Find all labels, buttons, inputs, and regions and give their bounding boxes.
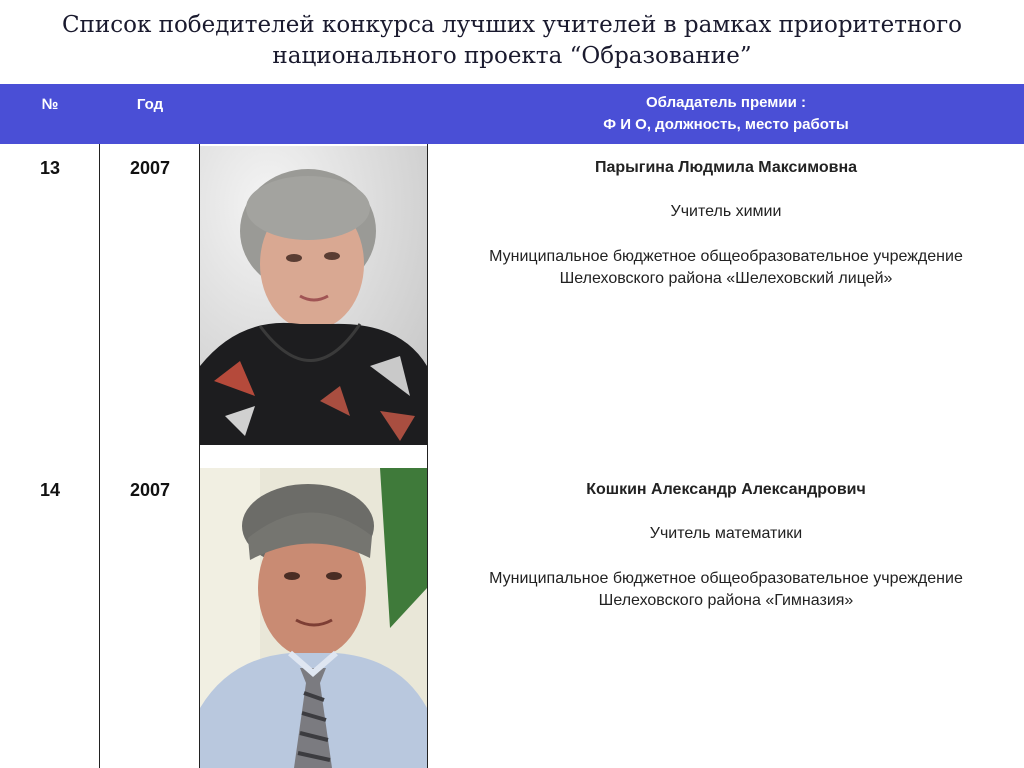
header-owner-line-2: Ф И О, должность, место работы [603, 116, 849, 133]
row-number: 13 [39, 158, 61, 178]
row-info [428, 157, 1024, 290]
winner-organization-line-1: Муниципальное бюджетное общеобразовательное учреждение [489, 570, 963, 587]
winner-name: Парыгина Людмила Максимовна [594, 159, 858, 176]
winner-organization [428, 568, 1024, 612]
table-header [0, 84, 1024, 144]
portrait-woman-photo [200, 146, 427, 445]
page-title-line-1: Список победителей конкурса лучших учителей в рамках приоритетного [61, 12, 963, 38]
winner-organization-line-2: Шелеховского района «Гимназия» [598, 592, 854, 609]
winner-organization [428, 246, 1024, 290]
row-year: 2007 [129, 480, 171, 500]
portrait-man-photo [200, 468, 427, 768]
header-owner-line-1: Обладатель премии : [646, 94, 806, 111]
winner-position: Учитель математики [649, 525, 803, 542]
header-number: № [41, 96, 59, 113]
column-divider [99, 144, 100, 768]
winner-position: Учитель химии [670, 203, 782, 220]
row-year: 2007 [129, 158, 171, 178]
header-year: Год [136, 96, 164, 113]
winner-organization-line-2: Шелеховского района «Шелеховский лицей» [559, 270, 893, 287]
header-owner [428, 84, 1024, 144]
winner-name: Кошкин Александр Александрович [586, 481, 866, 498]
page-title [0, 10, 1024, 72]
winner-organization-line-1: Муниципальное бюджетное общеобразовательное учреждение [489, 248, 963, 265]
row-number: 14 [39, 480, 61, 500]
page-title-line-2: национального проекта “Образование” [272, 43, 752, 69]
row-info [428, 479, 1024, 612]
